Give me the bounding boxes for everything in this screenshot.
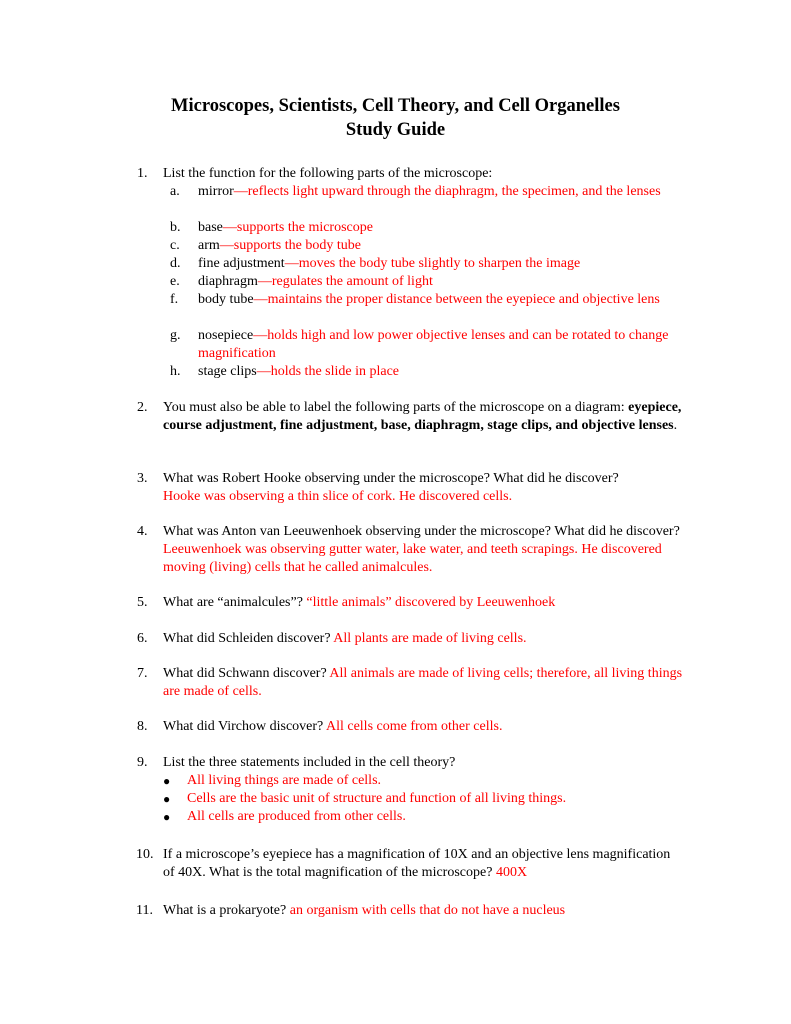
list-item xyxy=(163,790,683,808)
answer-text: Hooke was observing a thin slice of cork. He discovered cells. xyxy=(163,489,513,504)
part-name: mirror xyxy=(198,184,234,199)
list-item xyxy=(170,219,690,237)
question-number: 2. xyxy=(137,400,148,415)
question-number: 3. xyxy=(137,471,148,486)
question-number: 9. xyxy=(137,755,148,770)
part-function-answer: —maintains the proper distance between the eyepiece and objective lens xyxy=(253,292,660,307)
question-1 xyxy=(137,165,697,183)
list-item xyxy=(170,273,690,291)
part-name: arm xyxy=(198,238,220,253)
item-letter: b. xyxy=(170,220,181,235)
answer-text: All plants are made of living cells. xyxy=(333,631,527,646)
cell-theory-statement: All living things are made of cells. xyxy=(187,773,382,788)
question-number: 6. xyxy=(137,631,148,646)
list-item xyxy=(170,363,690,381)
question-6 xyxy=(137,630,697,648)
question-10 xyxy=(137,846,677,882)
question-text: You must also be able to label the following parts of the microscope on a diagram: xyxy=(163,400,629,415)
question-number: 4. xyxy=(137,524,148,539)
part-name: fine adjustment xyxy=(198,256,285,271)
question-5 xyxy=(137,594,697,612)
answer-text: an organism with cells that do not have a nucleus xyxy=(289,903,566,918)
bullet-icon: ● xyxy=(163,774,171,788)
answer-text: “little animals” discovered by Leeuwenhoek xyxy=(306,595,556,610)
question-text: What are “animalcules”? xyxy=(163,595,307,610)
list-item xyxy=(170,255,690,273)
item-letter: h. xyxy=(170,364,181,379)
item-letter: d. xyxy=(170,256,181,271)
question-text: What was Robert Hooke observing under the microscope? What did he discover? xyxy=(163,471,619,486)
question-number: 5. xyxy=(137,595,148,610)
part-name: stage clips xyxy=(198,364,257,379)
parts-to-label: eyepiece, course adjustment, fine adjustment, base, diaphragm, stage clips, and objective lenses xyxy=(163,400,682,433)
cell-theory-statement: Cells are the basic unit of structure and function of all living things. xyxy=(187,791,567,806)
page-subtitle: Study Guide xyxy=(345,120,446,140)
answer-text: All cells come from other cells. xyxy=(325,719,503,734)
cell-theory-statement: All cells are produced from other cells. xyxy=(187,809,406,824)
part-name: diaphragm xyxy=(198,274,258,289)
list-item xyxy=(170,237,690,255)
question-8 xyxy=(137,718,697,736)
question-11 xyxy=(137,902,697,920)
list-item xyxy=(170,183,690,201)
question-text: What is a prokaryote? xyxy=(163,903,290,918)
question-text-end: . xyxy=(673,418,678,433)
item-letter: f. xyxy=(170,292,179,307)
question-number: 8. xyxy=(137,719,148,734)
item-letter: c. xyxy=(170,238,180,253)
question-4 xyxy=(137,523,697,577)
page-title: Microscopes, Scientists, Cell Theory, and Cell Organelles xyxy=(171,96,620,116)
list-item xyxy=(163,772,683,790)
part-function-answer: —moves the body tube slightly to sharpen the image xyxy=(284,256,581,271)
question-text: What was Anton van Leeuwenhoek observing under the microscope? What did he discover? xyxy=(163,524,680,539)
part-function-answer: —regulates the amount of light xyxy=(257,274,433,289)
question-text: If a microscope’s eyepiece has a magnification of 10X and an objective lens magnification of 40X. What is the total magnification of the microscope? xyxy=(163,847,671,880)
question-text: List the three statements included in the cell theory? xyxy=(163,755,456,770)
part-function-answer: —supports the body tube xyxy=(219,238,361,253)
list-item xyxy=(170,291,690,309)
item-letter: g. xyxy=(170,328,181,343)
answer-text: All animals are made of living cells; therefore, all living things are made of cells. xyxy=(163,666,683,699)
question-3 xyxy=(137,470,697,506)
answer-text: Leeuwenhoek was observing gutter water, lake water, and teeth scrapings. He discovered moving (living) cells that he called animalcules. xyxy=(163,542,662,575)
question-7 xyxy=(137,665,697,701)
question-text: What did Schwann discover? xyxy=(163,666,330,681)
part-name: body tube xyxy=(198,292,254,307)
item-letter: e. xyxy=(170,274,180,289)
list-item xyxy=(170,327,690,363)
part-function-answer: —supports the microscope xyxy=(222,220,373,235)
question-number: 10. xyxy=(136,847,154,862)
question-number: 11. xyxy=(136,903,153,918)
question-9 xyxy=(137,754,697,772)
answer-text: 400X xyxy=(495,865,528,880)
question-number: 1. xyxy=(137,166,148,181)
question-text: What did Virchow discover? xyxy=(163,719,326,734)
question-text: List the function for the following parts of the microscope: xyxy=(163,166,493,181)
bullet-icon: ● xyxy=(163,792,171,806)
item-letter: a. xyxy=(170,184,180,199)
bullet-icon: ● xyxy=(163,810,171,824)
part-name: nosepiece xyxy=(198,328,254,343)
part-function-answer: —holds the slide in place xyxy=(256,364,400,379)
question-number: 7. xyxy=(137,666,148,681)
question-2 xyxy=(137,399,697,435)
list-item xyxy=(163,808,683,826)
part-function-answer: —holds high and low power objective lenses and can be rotated to change magnification xyxy=(198,328,669,361)
part-function-answer: —reflects light upward through the diaphragm, the specimen, and the lenses xyxy=(233,184,661,199)
part-name: base xyxy=(198,220,223,235)
question-text: What did Schleiden discover? xyxy=(163,631,334,646)
